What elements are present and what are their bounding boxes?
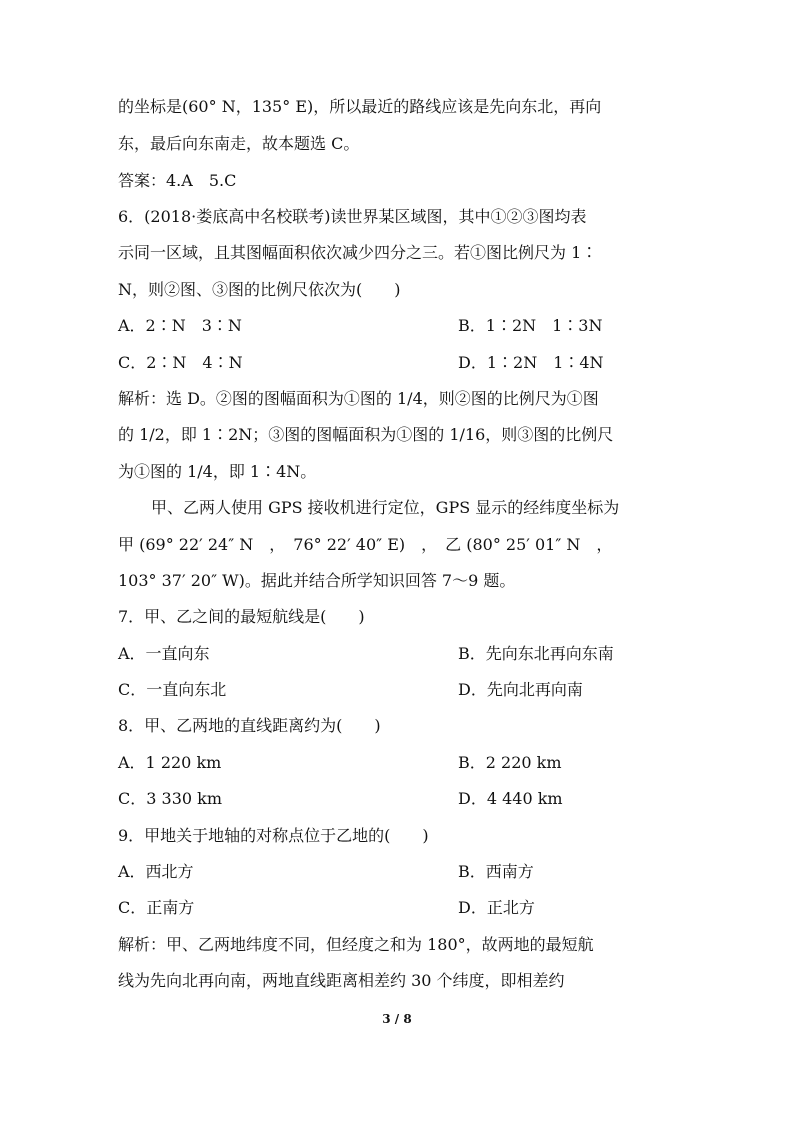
passage-coordinates-line: 甲 (69° 22′ 24″ N ， 76° 22′ 40″ E) ， 乙 (80° 25′ 01″ N ， — [118, 535, 613, 554]
q8-option-d: D．4 440 km — [458, 789, 563, 808]
question-6-stem-cont: 示同一区域，且其图幅面积依次减少四分之三。若①图比例尺为 1∶ — [118, 243, 598, 262]
analysis-line: 线为先向北再向南，两地直线距离相差约 30 个纬度，即相差约 — [118, 971, 565, 990]
analysis-line: 解析：甲、乙两地纬度不同，但经度之和为 180°，故两地的最短航 — [118, 935, 594, 954]
answer-line: 答案：4.A 5.C — [118, 171, 237, 190]
q9-option-c: C．正南方 — [118, 898, 195, 917]
q9-option-b: B．西南方 — [458, 862, 534, 881]
q9-option-a: A．西北方 — [118, 862, 194, 881]
passage-line: 甲、乙两人使用 GPS 接收机进行定位，GPS 显示的经纬度坐标为 — [151, 498, 620, 517]
page-number: 3 / 8 — [382, 1012, 412, 1026]
analysis-line: 解析：选 D。②图的图幅面积为①图的 1/4，则②图的比例尺为①图 — [118, 389, 599, 408]
question-6-stem-end: N，则②图、③图的比例尺依次为( ) — [118, 280, 401, 299]
q7-option-d: D．先向北再向南 — [458, 680, 583, 699]
q6-option-b: B．1∶2N 1∶3N — [458, 316, 603, 335]
q8-option-b: B．2 220 km — [458, 753, 562, 772]
question-9-stem: 9．甲地关于地轴的对称点位于乙地的( ) — [118, 826, 429, 845]
q8-option-a: A．1 220 km — [118, 753, 222, 772]
q7-option-c: C．一直向东北 — [118, 680, 227, 699]
question-8-stem: 8．甲、乙两地的直线距离约为( ) — [118, 716, 381, 735]
passage-line: 103° 37′ 20″ W)。据此并结合所学知识回答 7～9 题。 — [118, 571, 516, 590]
q6-option-a: A．2∶N 3∶N — [118, 316, 242, 335]
question-7-stem: 7．甲、乙之间的最短航线是( ) — [118, 607, 365, 626]
analysis-line: 的 1/2，即 1∶2N；③图的图幅面积为①图的 1/16，则③图的比例尺 — [118, 425, 614, 444]
q6-option-c: C．2∶N 4∶N — [118, 353, 243, 372]
q8-option-c: C．3 330 km — [118, 789, 223, 808]
text-line: 的坐标是(60° N，135° E)，所以最近的路线应该是先向东北，再向 — [118, 97, 602, 116]
text-line: 东，最后向东南走，故本题选 C。 — [118, 134, 360, 153]
analysis-line: 为①图的 1/4，即 1∶4N。 — [118, 462, 317, 481]
q6-option-d: D．1∶2N 1∶4N — [458, 353, 604, 372]
question-6-stem: 6．(2018·娄底高中名校联考)读世界某区域图，其中①②③图均表 — [118, 207, 587, 226]
q7-option-b: B．先向东北再向东南 — [458, 644, 614, 663]
q7-option-a: A．一直向东 — [118, 644, 210, 663]
q9-option-d: D．正北方 — [458, 898, 535, 917]
